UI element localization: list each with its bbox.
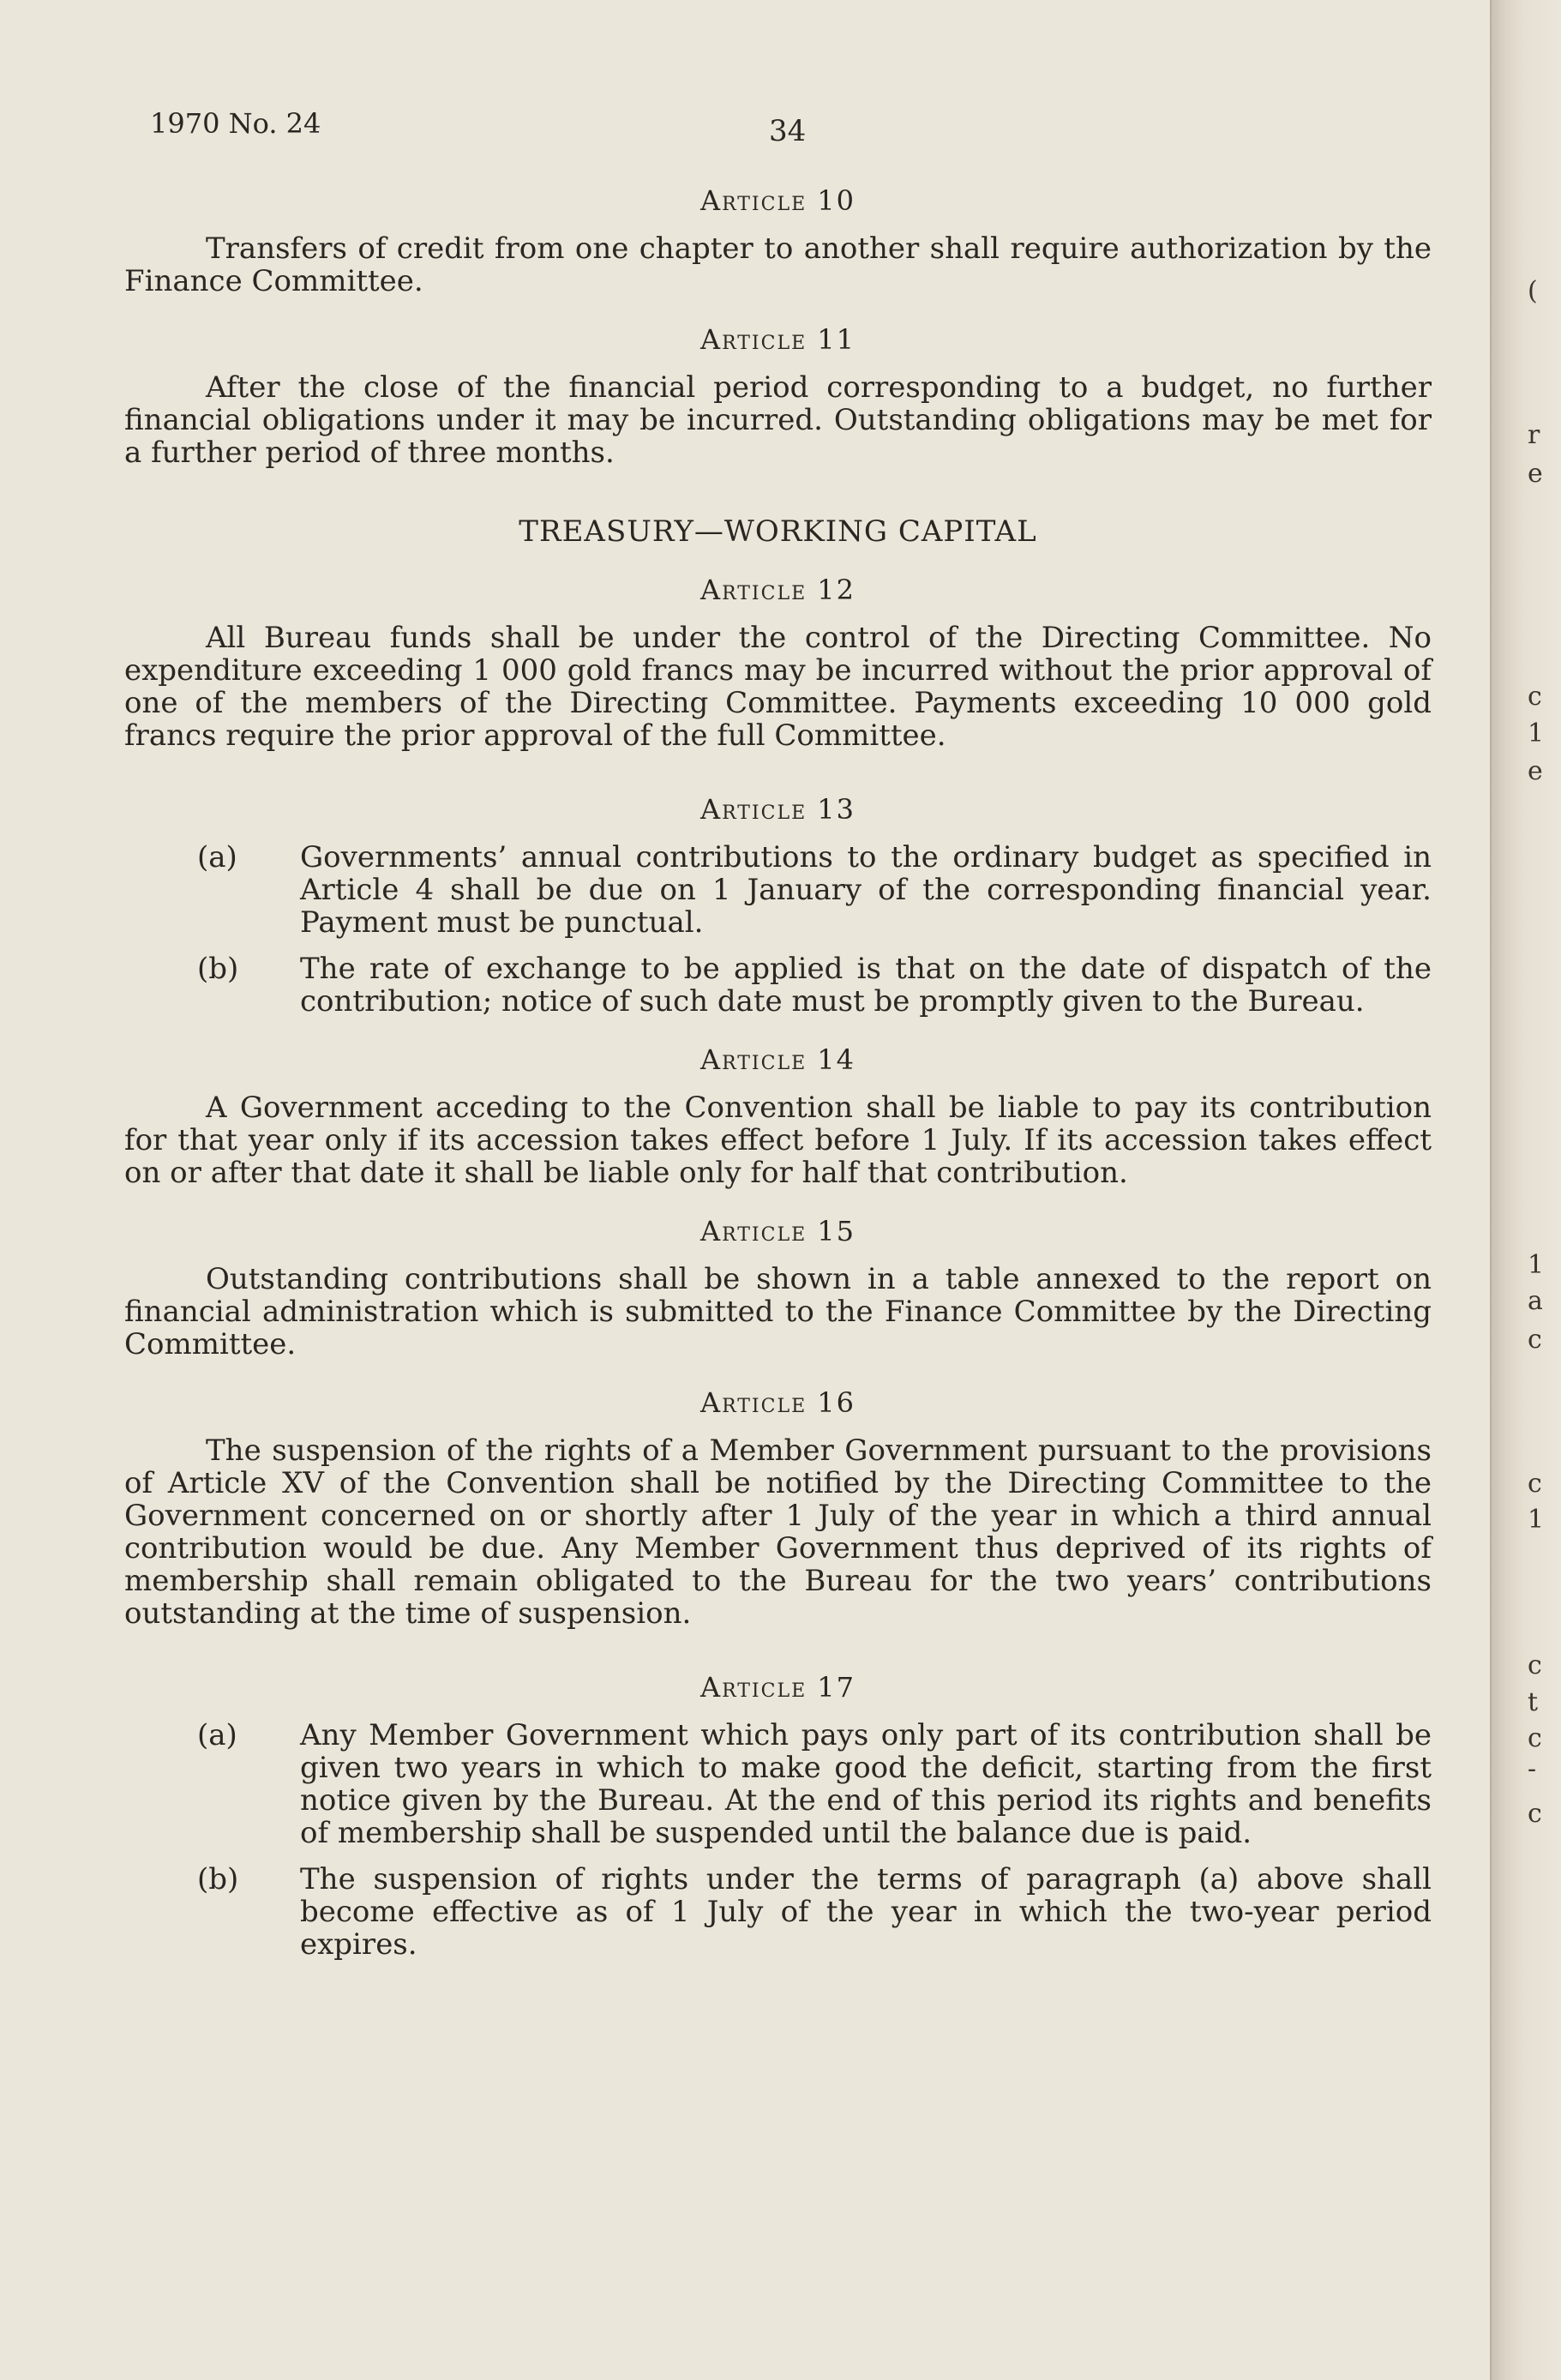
article-11-text: After the close of the financial period corresponding to a budget, no further financial obligations under it may be incurred. Outstanding obligations may be met for a further period of three months.	[124, 370, 1432, 470]
gutter-fragment: -	[1528, 1754, 1537, 1784]
article-12-text: All Bureau funds shall be under the control of the Directing Committee. No expenditure exceeding 1 000 gold francs may be incurred without the prior approval of one of the members of the Directing Committee. Payments exceeding 10 000 gold francs require the prior approval of the full Committee.	[124, 621, 1432, 753]
gutter-fragment: 1	[1528, 1250, 1545, 1280]
article-17-item-a	[124, 1719, 1432, 1849]
gutter-fragment: c	[1528, 1650, 1542, 1680]
gutter-fragment: c	[1528, 1799, 1542, 1829]
article-13-item-b	[124, 953, 1432, 1018]
article-17-heading: Article 17	[699, 1671, 856, 1704]
gutter-fragment: c	[1528, 1469, 1542, 1499]
section-heading-treasury: TREASURY—WORKING CAPITAL	[519, 514, 1037, 549]
page-header	[150, 107, 1436, 150]
publication-reference: 1970 No. 24	[150, 107, 321, 140]
gutter-fragment: 1	[1528, 718, 1545, 748]
page-body	[124, 184, 1432, 1974]
gutter-fragment: e	[1528, 459, 1543, 489]
facing-page-fragments	[1528, 0, 1553, 2380]
article-10-text: Transfers of credit from one chapter to another shall require authorization by the Finance Committee.	[124, 231, 1432, 298]
item-label: (a)	[197, 1718, 237, 1752]
gutter-fragment: c	[1528, 1325, 1542, 1355]
gutter-fragment: e	[1528, 756, 1543, 786]
item-text: Governments’ annual contributions to the ordinary budget as specified in Article 4 shall be due on 1 January of the corresponding financial year. Payment must be punctual.	[300, 840, 1432, 940]
article-13-heading: Article 13	[699, 793, 856, 826]
gutter-fragment: a	[1528, 1286, 1543, 1316]
gutter-fragment: (	[1528, 276, 1538, 306]
item-label: (a)	[197, 840, 237, 874]
item-text: The rate of exchange to be applied is that on the date of dispatch of the contribution; notice of such date must be promptly given to the Bureau.	[300, 952, 1432, 1019]
item-text: The suspension of rights under the terms of paragraph (a) above shall become effective as of 1 July of the year in which the two-year period expires.	[300, 1862, 1432, 1962]
article-16-heading: Article 16	[699, 1386, 856, 1419]
gutter-fragment: t	[1528, 1687, 1539, 1717]
gutter-fragment: 1	[1528, 1505, 1545, 1535]
article-14-text: A Government acceding to the Convention shall be liable to pay its contribution for that year only if its accession takes effect before 1 July. If its accession takes effect on or after that date it shall be liable only for half that contribution.	[124, 1091, 1432, 1190]
article-11-heading: Article 11	[699, 323, 856, 356]
article-17-item-b	[124, 1863, 1432, 1961]
item-label: (b)	[197, 952, 239, 986]
article-16-text: The suspension of the rights of a Member Government pursuant to the provisions of Article XV of the Convention shall be notified by the Directing Committee to the Government concerned on or shortly after 1 July of the year in which a third annual contribution would be due. Any Member Government thus deprived of its rights of membership shall remain obligated to the Bureau for the two years’ contributions outstanding at the time of suspension.	[124, 1433, 1432, 1631]
gutter-fragment: c	[1528, 1723, 1542, 1753]
article-13-item-a	[124, 841, 1432, 939]
article-14-heading: Article 14	[699, 1043, 856, 1076]
gutter-fragment: r	[1528, 420, 1540, 450]
item-text: Any Member Government which pays only part of its contribution shall be given two years in which to make good the deficit, starting from the first notice given by the Bureau. At the end of this period its rights and benefits of membership shall be suspended until the balance due is paid.	[300, 1718, 1432, 1850]
gutter-fragment: c	[1528, 682, 1542, 712]
binding-gutter	[1490, 0, 1561, 2380]
article-10-heading: Article 10	[699, 184, 856, 217]
page-number: 34	[769, 114, 807, 148]
item-label: (b)	[197, 1862, 239, 1896]
article-12-heading: Article 12	[699, 574, 856, 606]
article-15-heading: Article 15	[699, 1215, 856, 1247]
article-15-text: Outstanding contributions shall be shown in a table annexed to the report on financial administration which is submitted to the Finance Committee by the Directing Committee.	[124, 1262, 1432, 1361]
